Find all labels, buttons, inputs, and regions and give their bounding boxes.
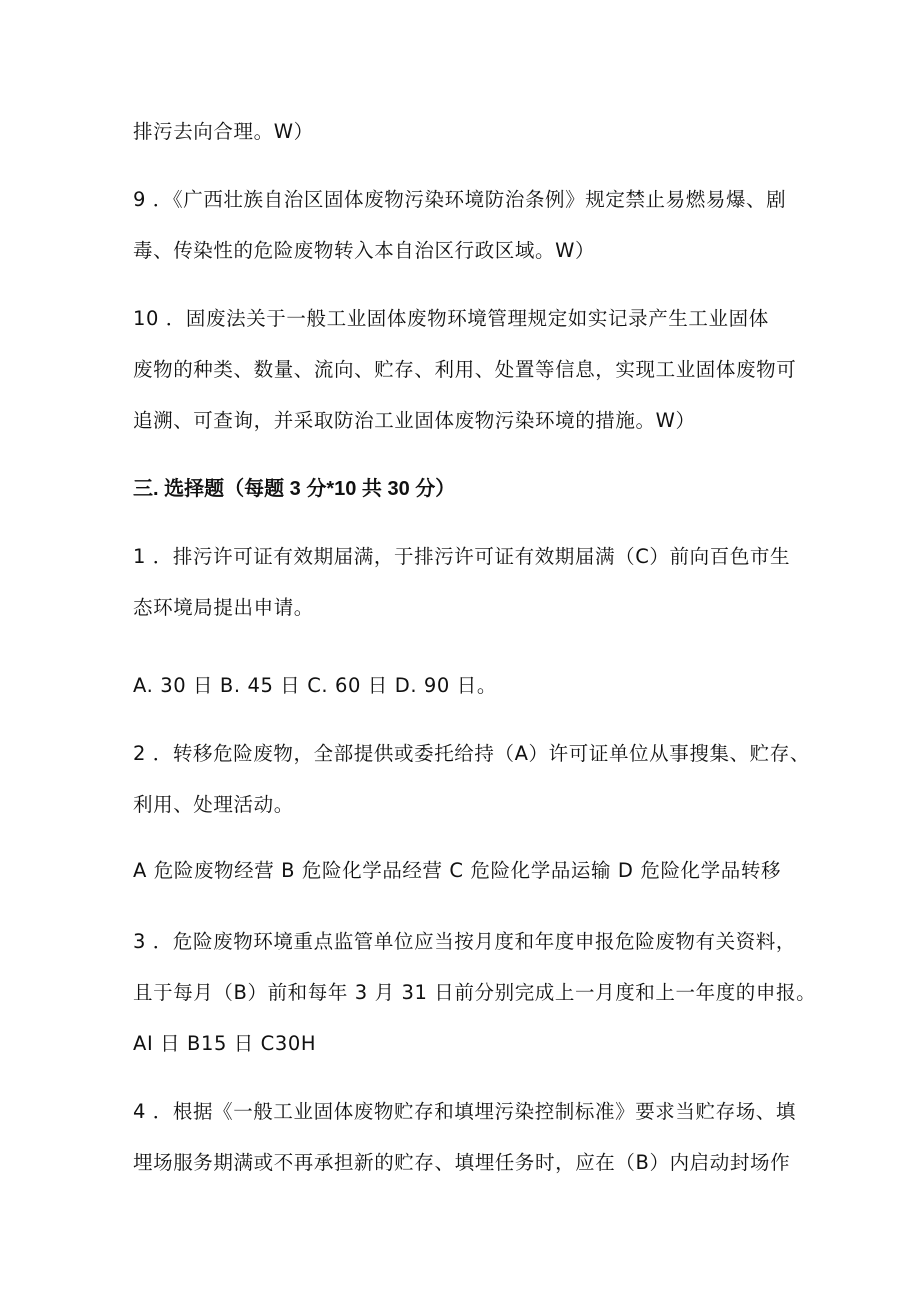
paragraph-line: 1 ．排污许可证有效期届满，于排污许可证有效期届满（C）前向百色市生 <box>133 545 791 568</box>
paragraph-line: AI 日 B15 日 C30H <box>133 1032 317 1055</box>
paragraph-line: 毒、传染性的危险废物转入本自治区行政区域。W） <box>133 239 596 262</box>
paragraph-line: 9 ．《广西壮族自治区固体废物污染环境防治条例》规定禁止易燃易爆、剧 <box>133 188 787 211</box>
section-heading: 三. 选择题（每题 3 分*10 共 30 分） <box>133 478 456 500</box>
paragraph-line: 2 ．转移危险废物，全部提供或委托给持（A）许可证单位从事搜集、贮存、 <box>133 742 810 765</box>
paragraph-line: 3 ．危险废物环境重点监管单位应当按月度和年度申报危险废物有关资料， <box>133 930 797 953</box>
paragraph-line: 排污去向合理。W） <box>133 120 314 143</box>
paragraph-line: A. 30 日 B. 45 日 C. 60 日 D. 90 日。 <box>133 674 497 697</box>
paragraph-line: 利用、处理活动。 <box>133 793 294 816</box>
paragraph-line: 追溯、可查询，并采取防治工业固体废物污染环境的措施。W） <box>133 409 696 432</box>
paragraph-line: 埋场服务期满或不再承担新的贮存、填埋任务时，应在（B）内启动封场作 <box>133 1151 791 1174</box>
paragraph-line: 态环境局提出申请。 <box>133 596 314 619</box>
paragraph-line: 4 ．根据《一般工业固体废物贮存和填埋污染控制标准》要求当贮存场、填 <box>133 1100 797 1123</box>
paragraph-line: 废物的种类、数量、流向、贮存、利用、处置等信息，实现工业固体废物可 <box>133 358 797 381</box>
paragraph-line: 10 ．固废法关于一般工业固体废物环境管理规定如实记录产生工业固体 <box>133 307 769 330</box>
paragraph-line: A 危险废物经营 B 危险化学品经营 C 危险化学品运输 D 危险化学品转移 <box>133 859 782 882</box>
paragraph-line: 且于每月（B）前和每年 3 月 31 日前分别完成上一月度和上一年度的申报。 <box>133 981 817 1004</box>
